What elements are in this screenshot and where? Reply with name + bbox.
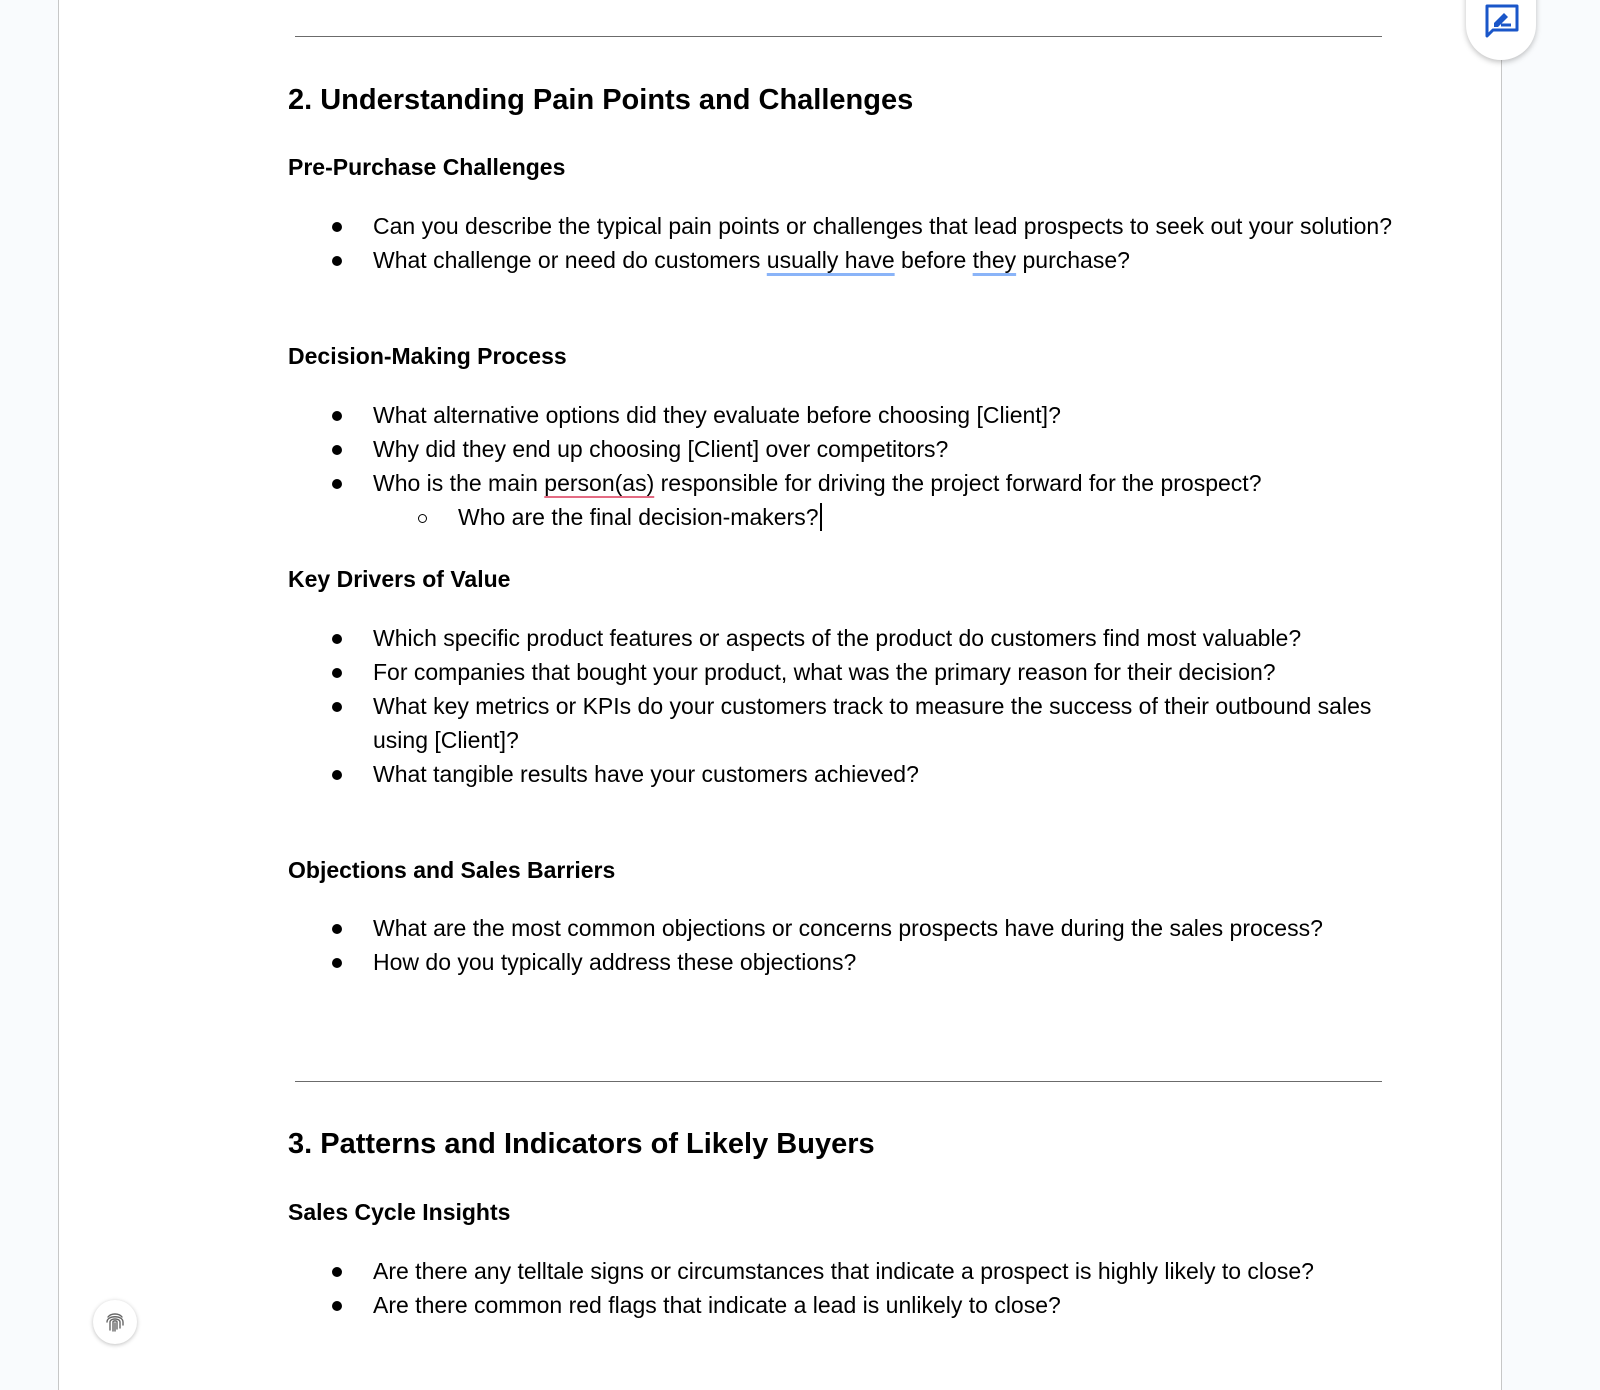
horizontal-rule: [295, 36, 1382, 37]
fingerprint-button[interactable]: [93, 1300, 137, 1344]
subheading-objections: Objections and Sales Barriers: [288, 857, 616, 883]
list-item[interactable]: How do you typically address these objections?: [59, 945, 1403, 979]
subheading-key-drivers: Key Drivers of Value: [288, 566, 511, 592]
list-item[interactable]: What tangible results have your customers achieved?: [59, 757, 1403, 791]
bullet-list: [59, 911, 1403, 979]
list-item[interactable]: Can you describe the typical pain points or challenges that lead prospects to seek out your solution?: [59, 209, 1403, 243]
subheading-decision-making: Decision-Making Process: [288, 343, 567, 369]
fingerprint-icon: [103, 1310, 127, 1334]
list-item[interactable]: For companies that bought your product, what was the primary reason for their decision?: [59, 655, 1403, 689]
bullet-list: [59, 1254, 1403, 1322]
subheading-sales-cycle: Sales Cycle Insights: [288, 1199, 511, 1225]
list-item[interactable]: What alternative options did they evaluate before choosing [Client]?: [59, 398, 1403, 432]
list-item[interactable]: Are there common red flags that indicate a lead is unlikely to close?: [59, 1288, 1403, 1322]
spelling-error[interactable]: person(as): [544, 470, 655, 496]
text-cursor: [820, 503, 822, 531]
bullet-list: [59, 209, 1403, 277]
list-item[interactable]: Who is the main person(as) responsible for driving the project forward for the prospect?: [59, 466, 1403, 500]
list-item[interactable]: Are there any telltale signs or circumstances that indicate a prospect is highly likely to close?: [59, 1254, 1403, 1288]
sub-list-item[interactable]: Who are the final decision-makers?: [59, 500, 1488, 534]
bullet-list: [59, 621, 1403, 791]
section-heading-3: 3. Patterns and Indicators of Likely Buyers: [288, 1128, 875, 1160]
list-item[interactable]: What challenge or need do customers usually have before they purchase?: [59, 243, 1403, 277]
section-heading-2: 2. Understanding Pain Points and Challenges: [288, 84, 914, 116]
list-item[interactable]: What are the most common objections or concerns prospects have during the sales process?: [59, 911, 1403, 945]
bullet-list: [59, 398, 1488, 534]
list-item[interactable]: What key metrics or KPIs do your customers track to measure the success of their outbound sales using [Client]?: [59, 689, 1403, 757]
horizontal-rule: [295, 1081, 1382, 1082]
grammar-suggestion[interactable]: they: [972, 247, 1017, 273]
document-page[interactable]: [58, 0, 1502, 1390]
list-item[interactable]: Which specific product features or aspects of the product do customers find most valuable?: [59, 621, 1403, 655]
grammar-suggestion[interactable]: usually have: [766, 247, 895, 273]
add-comment-icon: [1484, 4, 1520, 38]
list-item[interactable]: Why did they end up choosing [Client] over competitors?: [59, 432, 1403, 466]
subheading-pre-purchase: Pre-Purchase Challenges: [288, 154, 566, 180]
